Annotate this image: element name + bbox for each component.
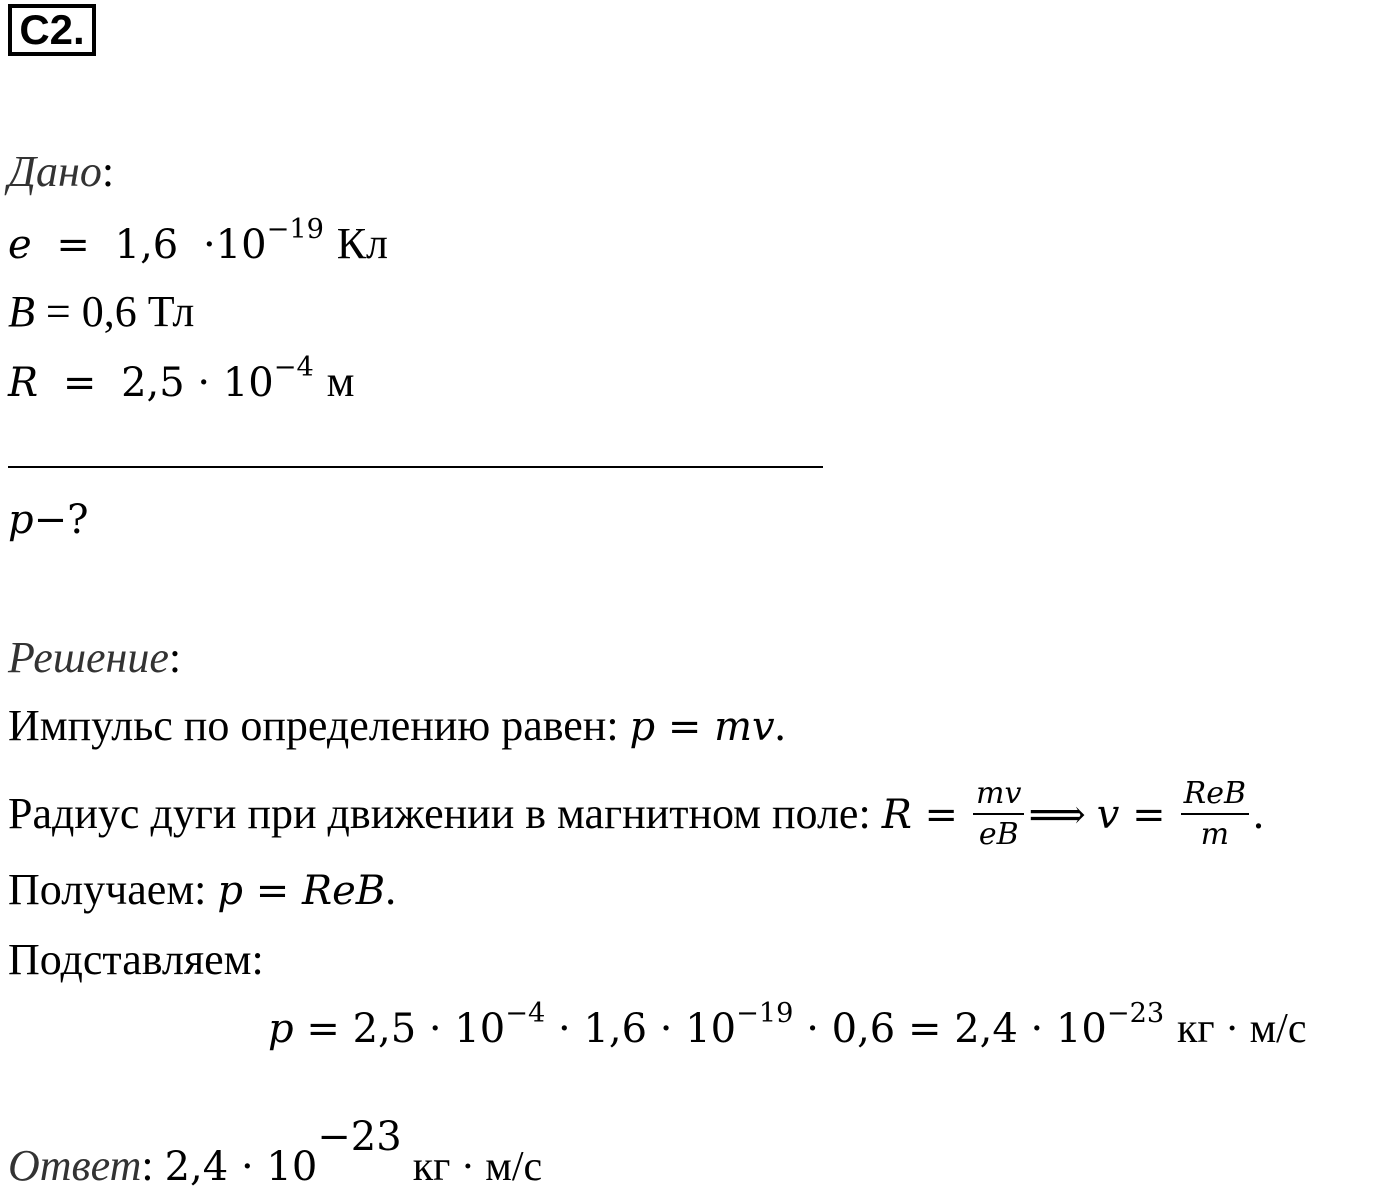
given-R-line: $R = 2,5 \cdot 10^{-4}$ м [8,351,355,406]
solution-heading-label: Решение [8,633,169,682]
calc-p: p [268,1006,294,1052]
B-value: = 0,6 Тл [34,287,195,336]
calc-unit: кг · м/с [1176,1006,1307,1052]
solution-heading: Решение: [8,633,182,682]
problem-number-badge: С2. [8,4,96,56]
line4-text: Подставляем: [8,935,264,984]
answer-value: 2,4 · 10 [164,1144,318,1190]
line2-text: Радиус дуги при движении в магнитном поле: [8,789,882,839]
answer-line: Ответ: $2,4 \cdot 10^{-23}$ кг · м/с [8,1114,543,1190]
frac1-denominator: eB [978,816,1019,852]
given-heading: Дано: [8,147,115,196]
answer-label: Ответ [8,1141,142,1190]
given-B-line [8,287,195,336]
frac2-numerator: ReB [1181,778,1249,815]
calculation-line [268,997,1307,1052]
given-divider [8,466,823,468]
calc-term1: 2,5 · 10 [352,1006,506,1052]
R-mantissa: 2,5 [121,360,185,406]
line1-formula: p = mv [629,704,775,750]
answer-unit: кг · м/с [412,1144,543,1190]
find-symbol: p [8,497,34,543]
R-equals: = [62,360,97,406]
R-symbol: R [8,360,39,406]
e-mantissa: 1,6 [114,222,179,268]
given-heading-label: Дано [8,147,102,196]
solution-line-2: Радиус дуги при движении в магнитном поле: R = $\frac{mv}{eB}$ ⟹ v = $\frac{\text{ReB}}{m}$ . [8,776,1265,852]
e-symbol: e [8,222,32,268]
calc-term4: · 0,6 = 2,4 · 10 [793,1006,1107,1052]
line3-text: Получаем: [8,865,218,914]
line2-v: v = [1096,792,1166,839]
frac1-numerator: mv [973,778,1024,815]
calc-term3: · 10 [659,1006,737,1052]
e-unit: Кл [336,219,389,268]
fraction-mv-over-eB [973,778,1024,850]
R-exponent: −4 [273,351,314,383]
e-equals: = [56,222,90,268]
find-line [8,497,89,543]
calc-eq: = [293,1006,353,1052]
R-unit: м [326,357,355,406]
answer-exponent: −23 [317,1114,402,1160]
given-e-line: $e = 1,6 \cdot 10^{-19}$ Кл [8,213,389,268]
calc-exp1: −4 [505,997,546,1029]
R-base: 10 [222,360,274,406]
fraction-ReB-over-m [1181,778,1249,850]
frac2-denominator: m [1200,816,1230,852]
line2-R: R = [881,792,959,839]
e-exponent: −19 [266,213,324,245]
calc-term2: · 1,6 [545,1006,660,1052]
solution-line-4 [8,935,264,984]
B-symbol: B [8,287,35,336]
calc-exp3: −23 [1106,997,1165,1029]
solution-line-1: Импульс по определению равен: p = mv. [8,701,786,750]
find-question: −? [33,497,89,543]
line1-text: Импульс по определению равен: [8,701,630,750]
implies-arrow: ⟹ [1028,792,1086,839]
line3-formula: p = ReB [217,868,386,914]
calc-exp2: −19 [736,997,794,1029]
solution-line-3: Получаем: p = ReB. [8,865,397,914]
e-base: 10 [215,222,267,268]
